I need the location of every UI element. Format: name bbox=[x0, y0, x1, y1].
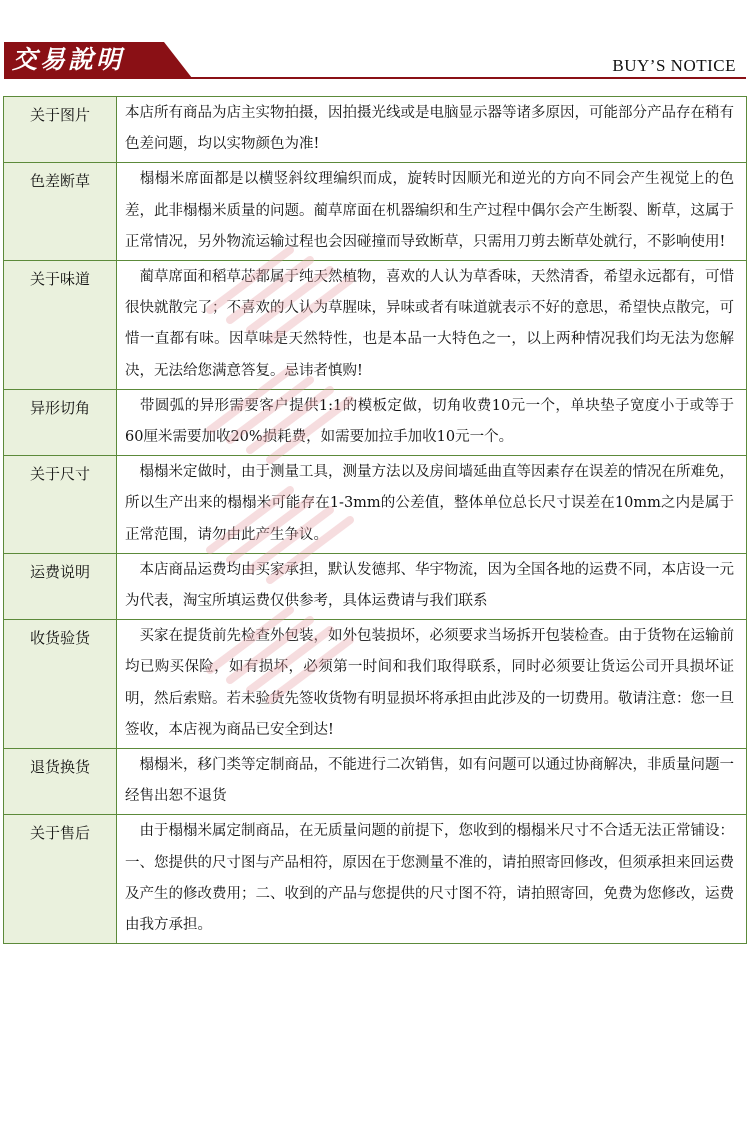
notice-table bbox=[3, 96, 747, 944]
table-row bbox=[4, 163, 747, 261]
row-text: 本店商品运费均由买家承担，默认发德邦、华宇物流，因为全国各地的运费不同，本店设一元为代表，淘宝所填运费仅供参考，具体运费请与我们联系 bbox=[117, 553, 747, 619]
row-label: 关于味道 bbox=[4, 261, 117, 390]
table-row bbox=[4, 97, 747, 163]
row-text: 蔺草席面和稻草芯都属于纯天然植物，喜欢的人认为草香味，天然清香，希望永远都有，可惜很快就散完了；不喜欢的人认为草腥味，异味或者有味道就表示不好的意思，希望快点散完，可惜一直都有味。因草味是天然特性，也是本品一大特色之一，以上两种情况我们均无法为您解决，无法给您满意答复。忌讳者慎购! bbox=[117, 261, 747, 390]
table-row bbox=[4, 749, 747, 815]
table-row bbox=[4, 553, 747, 619]
row-label: 退货换货 bbox=[4, 749, 117, 815]
row-label: 关于售后 bbox=[4, 815, 117, 944]
table-row bbox=[4, 389, 747, 455]
row-text: 由于榻榻米属定制商品，在无质量问题的前提下，您收到的榻榻米尺寸不合适无法正常铺设：一、您提供的尺寸图与产品相符，原因在于您测量不准的，请拍照寄回修改，但须承担来回运费及产生的修改费用；二、收到的产品与您提供的尺寸图不符，请拍照寄回，免费为您修改，运费由我方承担。 bbox=[117, 815, 747, 944]
row-text: 本店所有商品为店主实物拍摄，因拍摄光线或是电脑显示器等诸多原因，可能部分产品存在稍有色差问题，均以实物颜色为准! bbox=[117, 97, 747, 163]
row-text: 带圆弧的异形需要客户提供1:1的模板定做，切角收费10元一个，单块垫子宽度小于或等于60厘米需要加收20%损耗费，如需要加拉手加收10元一个。 bbox=[117, 389, 747, 455]
header bbox=[0, 40, 750, 80]
page-subtitle: BUY’S NOTICE bbox=[612, 56, 736, 75]
row-text: 买家在提货前先检查外包装，如外包装损坏，必须要求当场拆开包装检查。由于货物在运输前均已购买保险，如有损坏，必须第一时间和我们取得联系，同时必须要让货运公司开具损坏证明，然后索赔。若未验货先签收货物有明显损坏将承担由此涉及的一切费用。敬请注意：您一旦签收，本店视为商品已安全到达! bbox=[117, 620, 747, 749]
table-row bbox=[4, 456, 747, 554]
table-row bbox=[4, 815, 747, 944]
header-divider bbox=[4, 77, 746, 79]
page-title: 交易說明 bbox=[12, 45, 125, 74]
row-text: 榻榻米定做时，由于测量工具，测量方法以及房间墙延曲直等因素存在误差的情况在所难免，所以生产出来的榻榻米可能存在1-3mm的公差值，整体单位总长尺寸误差在10mm之内是属于正常范围，请勿由此产生争议。 bbox=[117, 456, 747, 554]
row-text: 榻榻米，移门类等定制商品，不能进行二次销售，如有问题可以通过协商解决，非质量问题一经售出恕不退货 bbox=[117, 749, 747, 815]
row-text: 榻榻米席面都是以横竖斜纹理编织而成，旋转时因顺光和逆光的方向不同会产生视觉上的色差，此非榻榻米质量的问题。蔺草席面在机器编织和生产过程中偶尔会产生断裂、断草，这属于正常情况，另外物流运输过程也会因碰撞而导致断草，只需用刀剪去断草处就行，不影响使用! bbox=[117, 163, 747, 261]
row-label: 运费说明 bbox=[4, 553, 117, 619]
row-label: 异形切角 bbox=[4, 389, 117, 455]
table-row bbox=[4, 620, 747, 749]
table-row bbox=[4, 261, 747, 390]
row-label: 关于图片 bbox=[4, 97, 117, 163]
row-label: 色差断草 bbox=[4, 163, 117, 261]
row-label: 收货验货 bbox=[4, 620, 117, 749]
row-label: 关于尺寸 bbox=[4, 456, 117, 554]
